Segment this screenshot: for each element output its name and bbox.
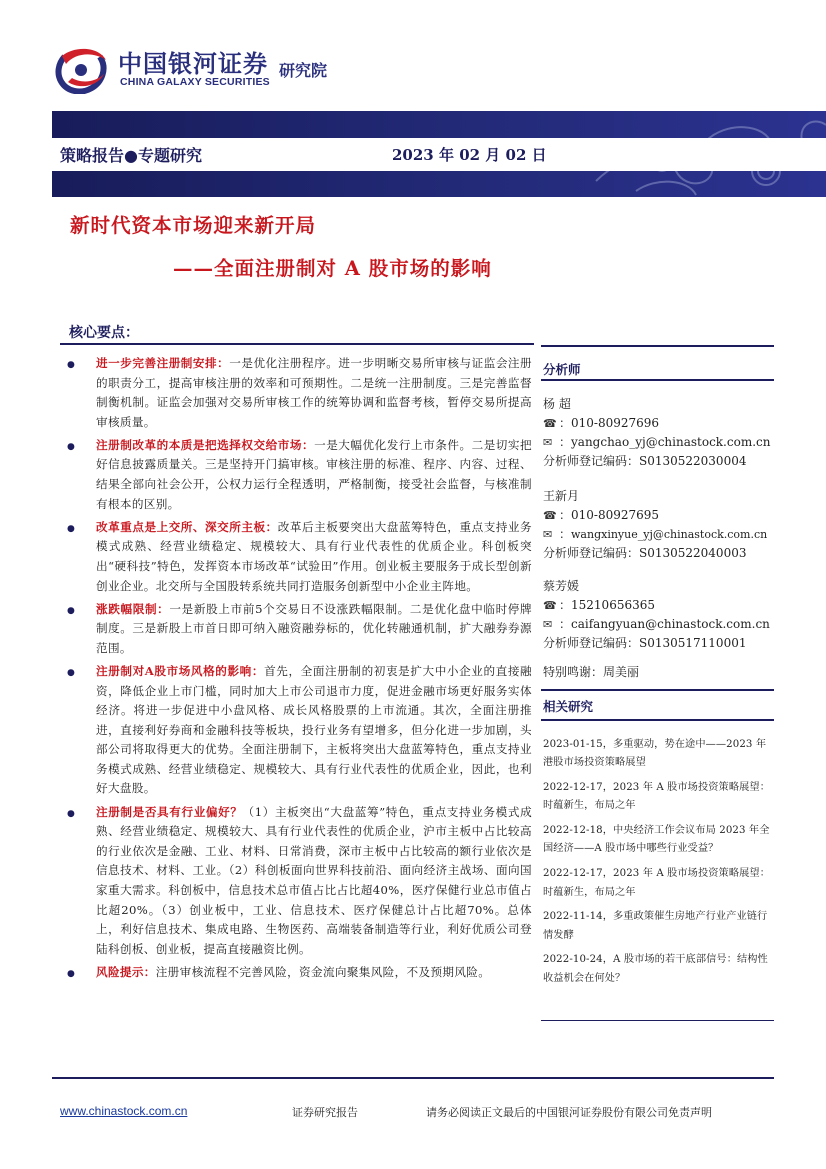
analyst-card: 王新月 ☎ ：010-80927695 ✉ ：wangxinyue_yj@chinastock.com.cn 分析师登记编码：S0130522040003 bbox=[543, 487, 775, 563]
analyst-registration: 分析师登记编码：S0130522030004 bbox=[543, 454, 747, 468]
analyst-email[interactable]: caifangyuan@chinastock.com.cn bbox=[571, 617, 770, 631]
analyst-name: 王新月 bbox=[543, 489, 580, 503]
report-date: 2023 年 02 月 02 日 bbox=[392, 146, 547, 164]
key-points-heading: 核心要点： bbox=[69, 325, 139, 341]
bullet-text: 注册审核流程不完善风险，资金流向聚集风险，不及预期风险。 bbox=[155, 964, 491, 979]
phone-icon: ☎ bbox=[543, 599, 557, 612]
key-points-divider bbox=[60, 343, 534, 345]
analyst-card: 杨 超 ☎ ：010-80927696 ✉ ：yangchao_yj@chinastock.com.cn 分析师登记编码：S0130522030004 bbox=[543, 395, 775, 471]
analyst-name: 杨 超 bbox=[543, 397, 571, 411]
bullet-lead: 注册制是否具有行业偏好？ bbox=[96, 804, 243, 819]
bullet-icon: ● bbox=[67, 523, 76, 534]
bullet-lead: 注册制改革的本质是把选择权交给市场： bbox=[96, 437, 315, 452]
list-item[interactable]: 2022-11-14，多重政策催生房地产行业产业链行情发酵 bbox=[543, 911, 768, 941]
logo-english-name: CHINA GALAXY SECURITIES bbox=[120, 76, 270, 88]
analyst-email[interactable]: wangxinyue_yj@chinastock.com.cn bbox=[571, 528, 768, 541]
institute-label: 研究院 bbox=[279, 61, 328, 80]
bullet-icon: ● bbox=[67, 605, 76, 616]
report-title: 新时代资本市场迎来新开局 bbox=[70, 214, 317, 237]
analyst-registration: 分析师登记编码：S0130517110001 bbox=[543, 636, 747, 650]
phone-icon: ☎ bbox=[543, 509, 557, 522]
analyst-registration: 分析师登记编码：S0130522040003 bbox=[543, 546, 747, 560]
special-thanks: 特别鸣谢：周美丽 bbox=[543, 665, 640, 679]
bullet-text: 首先，全面注册制的初衷是扩大中小企业的直接融资，降低企业上市门槛，同时加大上市公司退市力度，促进金融市场更好服务实体经济。将进一步促进中小盘风格、成长风格股票的上市流通。其次，全面注册推进，直接利好券商和金融科技等板块，投行业务有望增多，但分化进一步加剧，头部公司将取得更大的优势。全面注册制下，主板将突出大盘蓝筹特色，重点支持业务模式成熟、经营业绩稳定、规模较大、具有行业代表性的优质企业，因此，也利好大盘股。 bbox=[96, 663, 532, 796]
bullet-icon: ● bbox=[67, 441, 76, 452]
analyst-phone: 010-80927695 bbox=[571, 508, 660, 522]
sidebar-divider bbox=[541, 719, 774, 721]
analyst-card: 蔡芳媛 ☎ ：15210656365 ✉ ：caifangyuan@chinastock.com.cn 分析师登记编码：S0130517110001 bbox=[543, 577, 775, 653]
website-link[interactable]: www.chinastock.com.cn bbox=[60, 1104, 188, 1118]
sidebar-divider bbox=[541, 689, 774, 691]
list-item bbox=[60, 803, 532, 960]
footer-divider bbox=[52, 1077, 774, 1079]
galaxy-logo-icon bbox=[54, 42, 112, 94]
footer-label: 证券研究报告 bbox=[292, 1106, 358, 1119]
list-item[interactable]: 2022-12-18，中央经济工作会议布局 2023 年全国经济——A 股市场中哪些行业受益？ bbox=[543, 825, 770, 855]
mail-icon: ✉ bbox=[543, 618, 553, 631]
list-item bbox=[60, 518, 532, 596]
list-item[interactable]: 2022-10-24，A 股市场的若干底部信号：结构性收益机会在何处？ bbox=[543, 954, 768, 984]
analyst-phone: 15210656365 bbox=[571, 598, 655, 612]
mail-icon: ✉ bbox=[543, 436, 553, 449]
bullet-lead: 风险提示： bbox=[96, 964, 156, 979]
disclaimer-note: 请务必阅读正文最后的中国银河证券股份有限公司免责声明 bbox=[426, 1106, 712, 1119]
bullet-lead: 改革重点是上交所、深交所主板： bbox=[96, 519, 278, 534]
list-item bbox=[60, 662, 532, 799]
analyst-name: 蔡芳媛 bbox=[543, 579, 580, 593]
analyst-phone: 010-80927696 bbox=[571, 416, 660, 430]
bullet-lead: 进一步完善注册制安排： bbox=[96, 356, 230, 370]
report-subtitle: ——全面注册制对 A 股市场的影响 bbox=[173, 257, 492, 280]
related-research-heading: 相关研究 bbox=[543, 699, 594, 714]
sidebar-divider bbox=[541, 345, 774, 347]
report-type: 策略报告●专题研究 bbox=[60, 146, 202, 165]
bullet-text: 改革后主板要突出大盘蓝筹特色，重点支持业务模式成熟、经营业绩稳定、规模较大、具有行业代表性的优质企业。科创板突出“硬科技”特色，发挥资本市场改革“试验田”作用。创业板主要服务于成长型创新创业企业。北交所与全国股转系统共同打造服务创新型中小企业主阵地。 bbox=[96, 519, 532, 593]
list-item bbox=[60, 436, 532, 514]
bullet-icon: ● bbox=[67, 968, 76, 979]
phone-icon: ☎ bbox=[543, 417, 557, 430]
list-item bbox=[60, 600, 532, 659]
bullet-text: 一是大幅优化发行上市条件。二是切实把好信息披露质量关。三是坚持开门搞审核。审核注册的标准、程序、内容、过程、结果全部向社会公开，公权力运行全程透明，严格制衡，接受社会监督，与核准制有根本的区别。 bbox=[96, 437, 532, 511]
list-item[interactable]: 2023-01-15，多重驱动，势在途中——2023 年港股市场投资策略展望 bbox=[543, 739, 767, 769]
bullet-icon: ● bbox=[67, 808, 76, 819]
bullet-lead: 注册制对A股市场风格的影响： bbox=[96, 663, 265, 678]
related-research-list bbox=[543, 736, 775, 995]
sidebar-divider bbox=[541, 1020, 774, 1021]
bullet-text: 一是新股上市前5个交易日不设涨跌幅限制。二是优化盘中临时停牌制度。三是新股上市首日即可纳入融资融券标的，优化转融通机制，扩大融券券源范围。 bbox=[96, 601, 532, 655]
list-item bbox=[60, 963, 532, 983]
key-points-list bbox=[60, 354, 532, 986]
bullet-icon: ● bbox=[67, 667, 76, 678]
analyst-email[interactable]: yangchao_yj@chinastock.com.cn bbox=[571, 435, 771, 449]
sidebar-divider bbox=[541, 379, 774, 381]
bullet-text: （1）主板突出“大盘蓝筹”特色，重点支持业务模式成熟、经营业绩稳定、规模较大、具有行业代表性的优质企业，沪市主板中占比较高的行业依次是金融、工业、材料、日常消费，深市主板中占比较高的额行业依次是信息技术、材料、工业。（2）科创板面向世界科技前沿、面向经济主战场、面向国家重大需求。科创板中，信息技术总市值占比占比超40%，医疗保健行业总市值占比超20%。（3）创业板中，工业、信息技术、医疗保健总计占比超70%。总体上，利好信息技术、集成电路、生物医药、高端装备制造等行业，利好优质公司登陆科创板、创业板，提高直接融资比例。 bbox=[96, 804, 533, 956]
analyst-heading: 分析师 bbox=[543, 362, 581, 377]
list-item bbox=[60, 354, 532, 432]
list-item[interactable]: 2022-12-17，2023 年 A 股市场投资策略展望：时蕴新生，布局之年 bbox=[543, 782, 770, 812]
logo-chinese-name: 中国银河证券 bbox=[118, 50, 268, 78]
list-item[interactable]: 2022-12-17，2023 年 A 股市场投资策略展望：时蕴新生，布局之年 bbox=[543, 868, 770, 898]
bullet-icon: ● bbox=[67, 360, 76, 370]
bullet-text: 一是优化注册程序。进一步明晰交易所审核与证监会注册的职责分工，提高审核注册的效率和可预期性。二是统一注册制度。三是完善监督制衡机制。证监会加强对交易所审核工作的统筹协调和监督考核，暂停交易所提高审核质量。 bbox=[96, 356, 532, 429]
mail-icon: ✉ bbox=[543, 528, 553, 541]
company-logo bbox=[54, 38, 354, 100]
bullet-lead: 涨跌幅限制： bbox=[96, 601, 170, 616]
